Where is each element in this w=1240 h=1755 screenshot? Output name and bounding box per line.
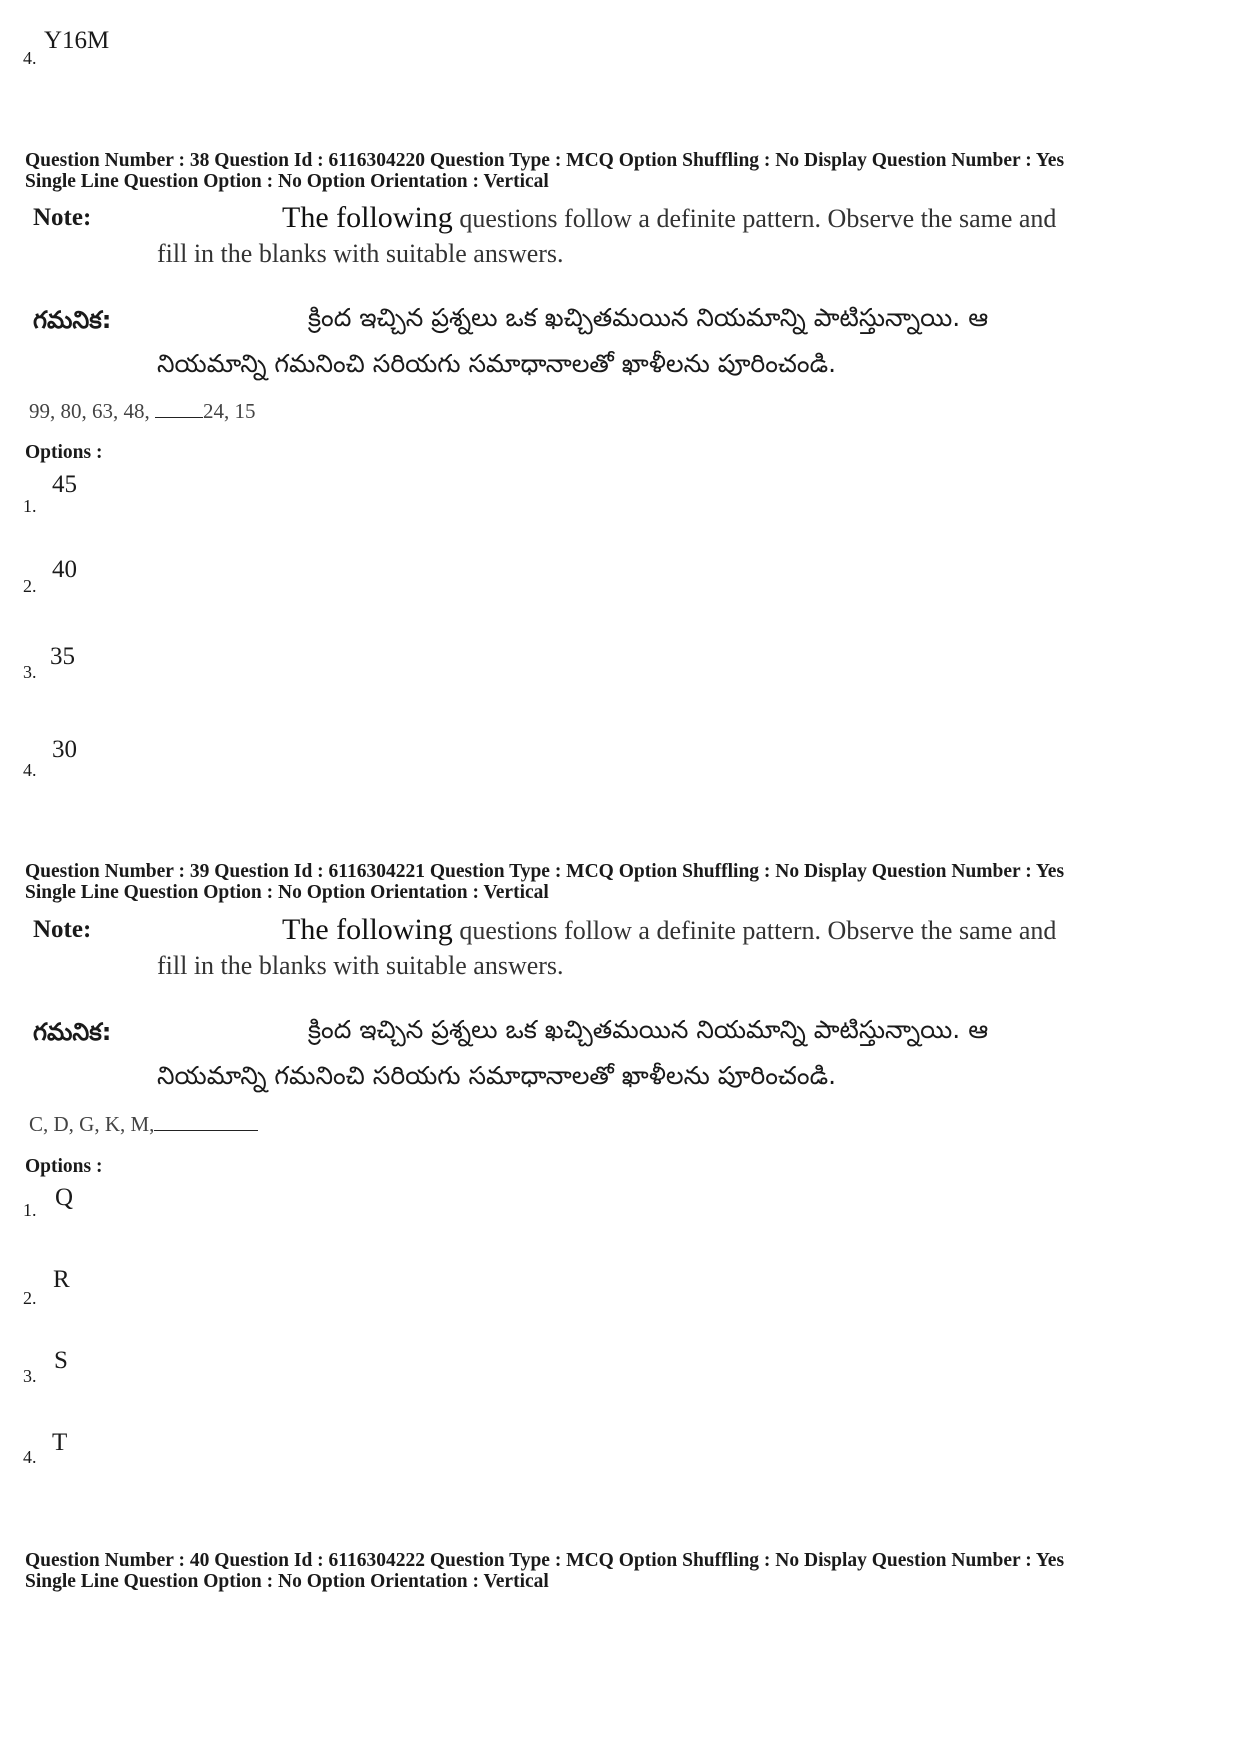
note-te-line-1: క్రింద ఇచ్చిన ప్రశ్నలు ఒక ఖచ్చితమయిన నియమాన్ని పాటిస్తున్నాయి. ఆ [308, 303, 989, 332]
series-blank [154, 1130, 258, 1131]
option-value: 45 [52, 471, 77, 498]
note-text-rest: questions follow a definite pattern. Observe the same and [452, 916, 1057, 945]
note-te-line-2: నియమాన్ని గమనించి సరియగు సమాధానాలతో ఖాళీలను పూరించండి. [157, 349, 837, 378]
option-value: 30 [52, 736, 77, 763]
option-value: R [53, 1266, 70, 1293]
note-text-emphasis: The following [282, 201, 453, 234]
note-text-emphasis: The following [282, 913, 453, 946]
option-number: 3. [23, 1366, 37, 1386]
note-te-line-1: క్రింద ఇచ్చిన ప్రశ్నలు ఒక ఖచ్చితమయిన నియమాన్ని పాటిస్తున్నాయి. ఆ [308, 1015, 989, 1044]
note-label: Note: [33, 916, 92, 943]
question-meta-line-2: Single Line Question Option : No Option Orientation : Vertical [25, 1571, 549, 1592]
question-series [29, 399, 256, 424]
option-value: T [52, 1429, 68, 1456]
note-text-line-1 [282, 200, 1056, 236]
option-number: 1. [23, 496, 37, 516]
question-meta-line-2: Single Line Question Option : No Option Orientation : Vertical [25, 171, 549, 192]
option-number: 4. [23, 1447, 37, 1467]
series-start: 99, 80, 63, 48, [29, 399, 155, 423]
option-number: 4. [23, 48, 37, 68]
question-meta-line-1: Question Number : 39 Question Id : 6116304221 Question Type : MCQ Option Shuffling : No Display Question Number : Yes [25, 861, 1065, 882]
note-text-rest: questions follow a definite pattern. Observe the same and [452, 204, 1057, 233]
series-end: 24, 15 [203, 399, 256, 423]
question-meta [25, 1550, 1064, 1592]
question-meta [25, 861, 1064, 903]
note-text-line-1 [282, 912, 1056, 948]
note-label: Note: [33, 204, 92, 231]
note-te-line-2: నియమాన్ని గమనించి సరియగు సమాధానాలతో ఖాళీలను పూరించండి. [157, 1061, 837, 1090]
options-label: Options : [25, 442, 103, 463]
options-label: Options : [25, 1156, 103, 1177]
option-value: Q [55, 1184, 74, 1211]
note-text-line-2: fill in the blanks with suitable answers. [157, 239, 564, 268]
option-value: Y16M [44, 27, 110, 54]
series-blank [155, 417, 203, 418]
option-number: 2. [23, 1288, 37, 1308]
question-meta [25, 150, 1064, 192]
option-number: 1. [23, 1200, 37, 1220]
question-meta-line-1: Question Number : 40 Question Id : 6116304222 Question Type : MCQ Option Shuffling : No Display Question Number : Yes [25, 1550, 1065, 1571]
series-start: C, D, G, K, M, [29, 1112, 155, 1136]
question-meta-line-1: Question Number : 38 Question Id : 6116304220 Question Type : MCQ Option Shuffling : No Display Question Number : Yes [25, 150, 1065, 171]
option-value: S [54, 1347, 68, 1374]
note-te-label: గమనిక: [33, 306, 112, 334]
option-value: 40 [52, 556, 77, 583]
option-value: 35 [50, 643, 75, 670]
option-number: 4. [23, 760, 37, 780]
note-text-line-2: fill in the blanks with suitable answers. [157, 951, 564, 980]
option-number: 3. [23, 662, 37, 682]
question-series [29, 1112, 258, 1137]
note-te-label: గమనిక: [33, 1018, 112, 1046]
question-meta-line-2: Single Line Question Option : No Option Orientation : Vertical [25, 882, 549, 903]
option-number: 2. [23, 576, 37, 596]
